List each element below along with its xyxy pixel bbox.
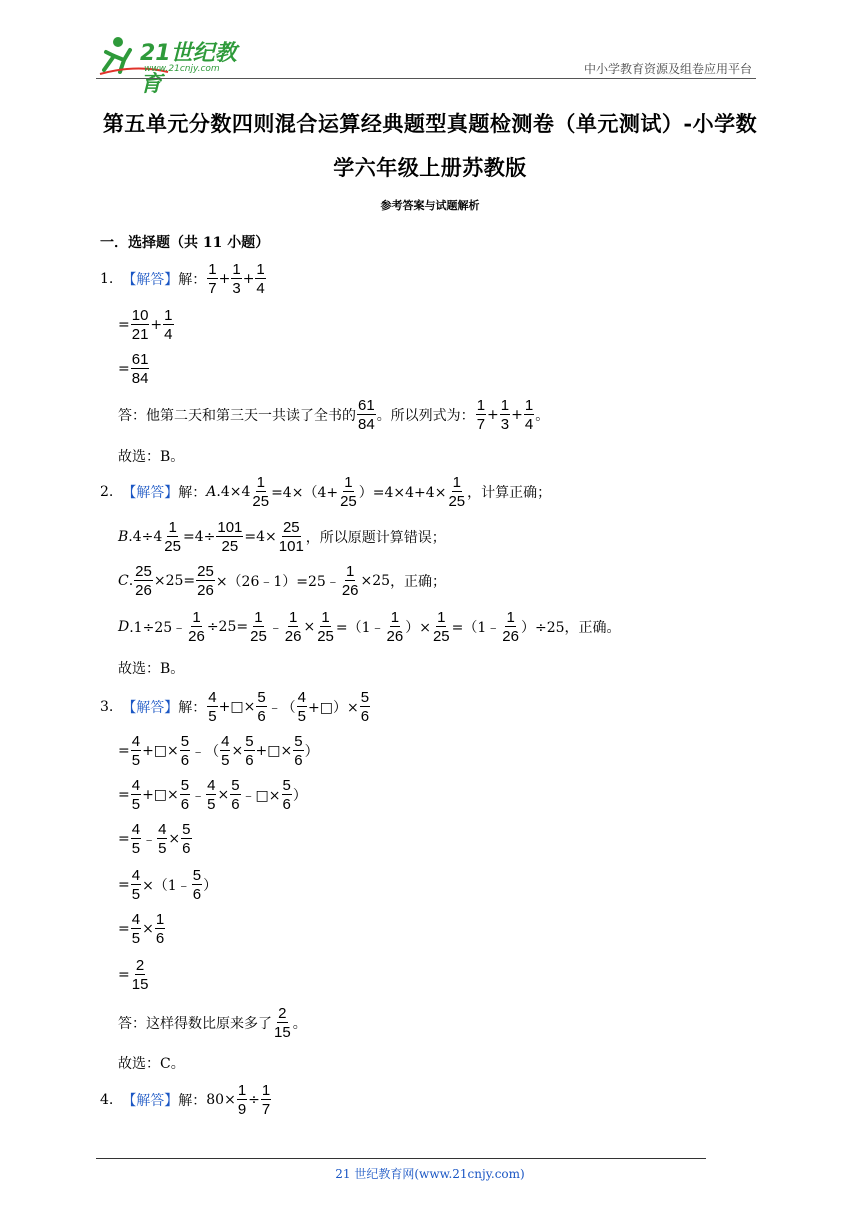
q3-choice: 故选：C。 — [118, 1056, 185, 1072]
q1-answer: 答：他第二天和第三天一共读了全书的 $\frac{61}{84}$ 。所以列式为： $\frac{1}{7}$ + $\frac{1}{3}$ + $\frac{1}{4}$ 。 — [118, 397, 550, 433]
q3-line2: = $\frac{4}{5}$ +□× $\frac{5}{6}$ ﹣（ $\frac{4}{5}$ × $\frac{5}{6}$ +□× $\frac{5}{6}$ ） — [118, 733, 319, 769]
page-title-line2: 学六年级上册苏教版 — [333, 155, 527, 180]
q1-line2: = $\frac{10}{21}$ + $\frac{1}{4}$ — [118, 307, 173, 343]
header-divider — [96, 78, 756, 79]
q2-line-d: D .1÷25﹣ $\frac{1}{26}$ ÷25= $\frac{1}{25}$ ﹣ $\frac{1}{26}$ × $\frac{1}{25}$ =（1﹣ $\frac{1}{26}$ ）× $\frac{1}{25}$ =（1﹣ $\frac{1}{26}$ ）÷25 ，正确。 — [118, 609, 621, 645]
logo-text: 21世纪教育 — [140, 41, 237, 97]
q1-choice: 故选：B。 — [118, 449, 185, 465]
q3-line3: = $\frac{4}{5}$ +□× $\frac{5}{6}$ ﹣ $\frac{4}{5}$ × $\frac{5}{6}$ ﹣□× $\frac{5}{6}$ ） — [118, 777, 307, 813]
q2-line-a: 2. 【解答】 解： A .4×4 $\frac{1}{25}$ =4×（4+ $\frac{1}{25}$ ）=4×4+4× $\frac{1}{25}$ ，计算正确； — [100, 474, 552, 510]
q3-line7: = $\frac{2}{15}$ — [118, 957, 149, 993]
q2-line-b: B .4÷4 $\frac{1}{25}$ =4÷ $\frac{101}{25}$ =4× $\frac{25}{101}$ ，所以原题计算错误； — [118, 519, 446, 555]
logo-url: www.21cnjy.com — [144, 64, 220, 74]
section-heading: 一．选择题（共 11 小题） — [100, 235, 270, 251]
q1-line1: 1. 【解答】 解： $\frac{1}{7}$ + $\frac{1}{3}$ + $\frac{1}{4}$ — [100, 261, 265, 297]
q3-line1: 3. 【解答】 解： $\frac{4}{5}$ +□× $\frac{5}{6}$ ﹣（ $\frac{4}{5}$ +□）× $\frac{5}{6}$ — [100, 689, 370, 725]
q2-line-c: C . $\frac{25}{26}$ ×25= $\frac{25}{26}$ ×（26﹣1）=25﹣ $\frac{1}{26}$ ×25 ，正确； — [118, 563, 447, 599]
q3-line5: = $\frac{4}{5}$ ×（1﹣ $\frac{5}{6}$ ） — [118, 867, 218, 903]
q1-line3: = $\frac{61}{84}$ — [118, 351, 149, 387]
q2-choice: 故选：B。 — [118, 661, 185, 677]
logo — [96, 34, 256, 97]
footer-divider — [96, 1158, 706, 1159]
page-subtitle: 参考答案与试题解析 — [380, 199, 480, 212]
q4-line1: 4. 【解答】 解： 80× $\frac{1}{9}$ ÷ $\frac{1}{7}$ — [100, 1082, 271, 1118]
page-title-line1: 第五单元分数四则混合运算经典题型真题检测卷（单元测试）-小学数 — [102, 111, 758, 136]
footer-link[interactable]: 21 世纪教育网(www.21cnjy.com) — [335, 1167, 525, 1181]
answer-tag: 【解答】 — [122, 272, 179, 288]
header-platform-text: 中小学教育资源及组卷应用平台 — [583, 62, 752, 76]
q3-line4: = $\frac{4}{5}$ ﹣ $\frac{4}{5}$ × $\frac{5}{6}$ — [118, 821, 191, 857]
q3-line6: = $\frac{4}{5}$ × $\frac{1}{6}$ — [118, 911, 165, 947]
q3-answer: 答：这样得数比原来多了 $\frac{2}{15}$ 。 — [118, 1005, 307, 1041]
